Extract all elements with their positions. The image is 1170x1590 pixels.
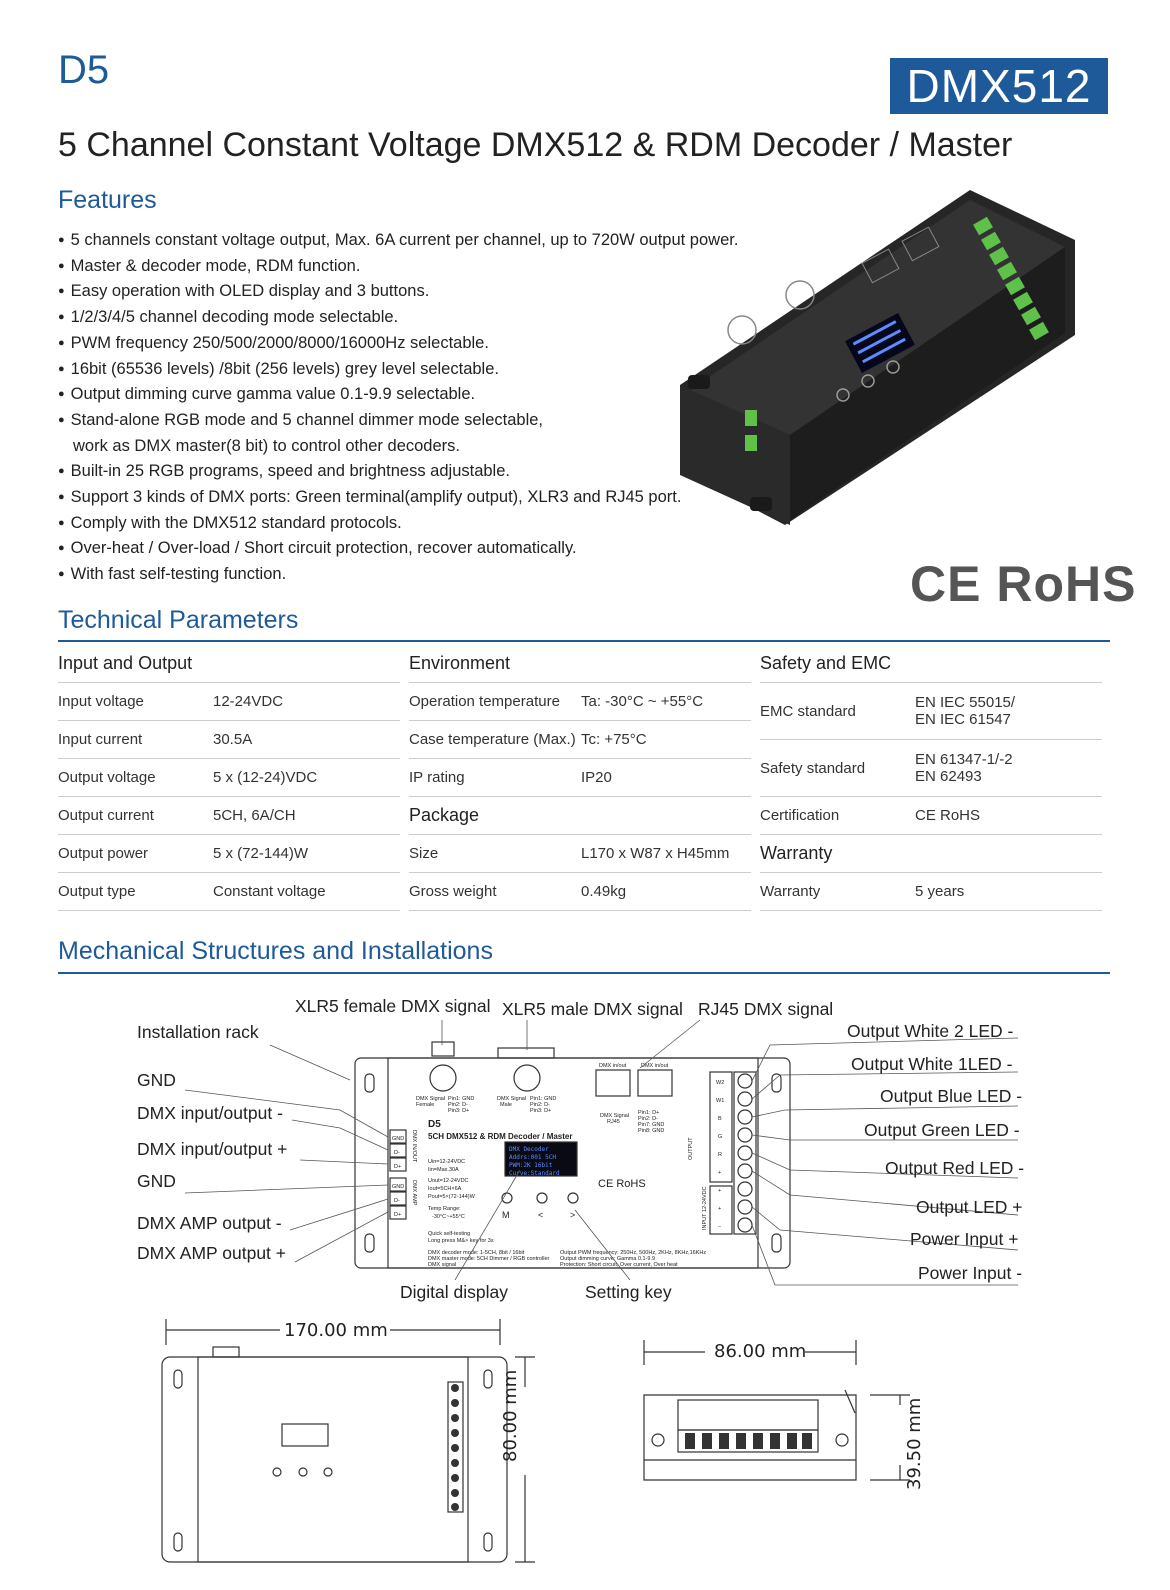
svg-text:INPUT 12-24VDC: INPUT 12-24VDC (702, 1186, 708, 1230)
feature-item: ● Comply with the DMX512 standard protocols. (58, 511, 738, 537)
svg-text:Pin1: GND: Pin1: GND (448, 1096, 475, 1102)
svg-text:W1: W1 (716, 1098, 725, 1104)
svg-text:Uout=12-24VDC: Uout=12-24VDC (428, 1178, 469, 1184)
label-power-minus: Power Input - (918, 1263, 1023, 1283)
device-model-label: D5 (428, 1119, 441, 1130)
feature-item: ● Easy operation with OLED display and 3 buttons. (58, 279, 738, 305)
input-output-heading: Input and Output (58, 652, 400, 683)
dim-width: 80.00 mm (500, 1369, 521, 1462)
svg-text:DMX master mode: 5CH Dimmer /: DMX master mode: 5CH Dimmer / RGB controller (428, 1256, 550, 1262)
svg-text:R: R (718, 1152, 722, 1158)
feature-item: ● 16bit (65536 levels) /8bit (256 levels) grey level selectable. (58, 357, 738, 383)
table-row: Gross weight 0.49kg (409, 873, 751, 911)
svg-text:GND: GND (392, 1184, 405, 1190)
svg-text:Output PWM frequency: 250Hz, 5: Output PWM frequency: 250Hz, 500Hz, 2KHz, 8KHz,16KHz (560, 1250, 707, 1256)
svg-text:DMX Signal: DMX Signal (497, 1096, 527, 1102)
svg-text:GND: GND (392, 1136, 405, 1142)
model-code: D5 (58, 48, 110, 92)
table-row: Output voltage 5 x (12-24)VDC (58, 759, 400, 797)
svg-text:DMX in/out: DMX in/out (599, 1063, 627, 1069)
features-list (58, 228, 738, 588)
svg-text:Quick self-testing: Quick self-testing (428, 1231, 471, 1237)
input-output-table (58, 652, 400, 911)
svg-text:D-: D- (394, 1198, 400, 1204)
svg-text:DMX decoder mode: 1-5CH, 8bit: DMX decoder mode: 1-5CH, 8bit / 16bit (428, 1250, 525, 1256)
device-name-label: 5CH DMX512 & RDM Decoder / Master (428, 1132, 573, 1141)
svg-text:Male: Male (500, 1102, 512, 1108)
table-row: Certification CE RoHS (760, 797, 1102, 835)
svg-text:DMX Signal: DMX Signal (600, 1113, 630, 1119)
svg-text:Long press M&> key for 3s: Long press M&> key for 3s (428, 1238, 494, 1244)
svg-text:-30°C~+55°C: -30°C~+55°C (432, 1214, 465, 1220)
feature-item: ● Over-heat / Over-load / Short circuit protection, recover automatically. (58, 536, 738, 562)
label-rj45: RJ45 DMX signal (698, 999, 834, 1019)
mechanical-heading: Mechanical Structures and Installations (58, 937, 493, 965)
svg-text:+: + (718, 1188, 722, 1194)
feature-item: ● PWM frequency 250/500/2000/8000/16000Hz selectable. (58, 331, 738, 357)
label-gnd: GND (137, 1171, 176, 1191)
table-row: Output power 5 x (72-144)W (58, 835, 400, 873)
svg-text:D+: D+ (394, 1164, 402, 1170)
dim-length: 170.00 mm (284, 1320, 388, 1341)
label-white1: Output White 1LED - (851, 1054, 1013, 1074)
svg-text:Pout=5×(72-144)W: Pout=5×(72-144)W (428, 1194, 475, 1200)
oled-line: Curve:Standard (509, 1170, 560, 1177)
table-row: IP rating IP20 (409, 759, 751, 797)
safety-heading: Safety and EMC (760, 652, 1102, 683)
svg-text:CE RoHS: CE RoHS (598, 1178, 646, 1190)
ce-rohs-mark: CE RoHS (910, 556, 1137, 612)
label-xlr5-female: XLR5 female DMX signal (295, 996, 491, 1016)
svg-text:Pin3: D+: Pin3: D+ (448, 1108, 470, 1114)
svg-text:Temp Range:: Temp Range: (428, 1206, 461, 1212)
oled-line: PWM:2K 16bit (509, 1162, 553, 1169)
feature-item: ● With fast self-testing function. (58, 562, 738, 588)
label-installation-rack: Installation rack (137, 1022, 259, 1042)
label-digital-display: Digital display (400, 1282, 508, 1302)
svg-text:Output dimming curve: Gamma 0.: Output dimming curve: Gamma 0.1-9.9 (560, 1256, 656, 1262)
svg-text:W2: W2 (716, 1080, 725, 1086)
table-row: EMC standard EN IEC 55015/ EN IEC 61547 (760, 683, 1102, 740)
svg-text:Pin2: D-: Pin2: D- (530, 1102, 550, 1108)
svg-text:Pin7: GND: Pin7: GND (638, 1122, 665, 1128)
environment-table (409, 652, 751, 911)
svg-text:G: G (718, 1134, 723, 1140)
label-dmx-minus: DMX input/output - (137, 1103, 283, 1123)
top-view-drawing (150, 1315, 550, 1585)
table-row: Input current 30.5A (58, 721, 400, 759)
feature-item: ● Stand-alone RGB mode and 5 channel dimmer mode selectable, (58, 408, 738, 434)
table-row: Safety standard EN 61347-1/-2 EN 62493 (760, 740, 1102, 797)
svg-text:B: B (718, 1116, 722, 1122)
svg-text:Iout=5CH×6A: Iout=5CH×6A (428, 1186, 462, 1192)
table-row: Size L170 x W87 x H45mm (409, 835, 751, 873)
feature-item-continued: work as DMX master(8 bit) to control other decoders. (73, 436, 460, 455)
svg-text:−: − (718, 1224, 722, 1230)
label-green: Output Green LED - (864, 1120, 1020, 1140)
oled-line: Addrs:001 5CH (509, 1154, 556, 1161)
label-amp-minus: DMX AMP output - (137, 1213, 282, 1233)
product-photo (680, 185, 1100, 530)
oled-line: DMX Decoder (509, 1146, 549, 1153)
svg-text:RJ45: RJ45 (607, 1119, 620, 1125)
svg-text:DMX IN/OUT: DMX IN/OUT (411, 1130, 417, 1163)
feature-item: ● 1/2/3/4/5 channel decoding mode selectable. (58, 305, 738, 331)
svg-text:Pin1: GND: Pin1: GND (530, 1096, 557, 1102)
label-amp-plus: DMX AMP output + (137, 1243, 286, 1263)
table-row: Operation temperature Ta: -30°C ~ +55°C (409, 683, 751, 721)
mechanical-divider (58, 972, 1110, 974)
protocol-badge: DMX512 (890, 58, 1108, 114)
feature-item: ● Master & decoder mode, RDM function. (58, 254, 738, 280)
feature-item: ● Support 3 kinds of DMX ports: Green terminal(amplify output), XLR3 and RJ45 port. (58, 485, 738, 511)
svg-text:Protection: Short circuit, Ove: Protection: Short circuit, Over current, Over heat (560, 1262, 678, 1268)
label-blue: Output Blue LED - (880, 1086, 1023, 1106)
svg-text:<: < (538, 1210, 544, 1220)
table-row: Output current 5CH, 6A/CH (58, 797, 400, 835)
svg-text:DMX in/out: DMX in/out (641, 1063, 669, 1069)
svg-text:Pin2: D-: Pin2: D- (448, 1102, 468, 1108)
feature-item: ● Built-in 25 RGB programs, speed and brightness adjustable. (58, 459, 738, 485)
svg-text:M: M (502, 1210, 510, 1220)
label-xlr5-male: XLR5 male DMX signal (502, 999, 683, 1019)
label-led-plus: Output LED + (916, 1197, 1023, 1217)
table-row: Output type Constant voltage (58, 873, 400, 911)
svg-text:Iin=Max.30A: Iin=Max.30A (428, 1167, 459, 1173)
warranty-heading: Warranty (760, 835, 1102, 873)
svg-text:Pin8: GND: Pin8: GND (638, 1128, 665, 1134)
label-power-plus: Power Input + (910, 1229, 1019, 1249)
dim-side-width: 86.00 mm (714, 1341, 807, 1362)
package-heading: Package (409, 797, 751, 835)
svg-text:DMX signal: DMX signal (428, 1262, 457, 1268)
svg-text:Pin1: D+: Pin1: D+ (638, 1110, 660, 1116)
svg-text:DMX Signal: DMX Signal (416, 1096, 446, 1102)
label-gnd: GND (137, 1070, 176, 1090)
feature-item: ● Output dimming curve gamma value 0.1-9.9 selectable. (58, 382, 738, 408)
label-dmx-plus: DMX input/output + (137, 1139, 288, 1159)
svg-text:DMX AMP: DMX AMP (411, 1180, 417, 1206)
label-white2: Output White 2 LED - (847, 1021, 1014, 1041)
svg-text:Uin=12-24VDC: Uin=12-24VDC (428, 1159, 466, 1165)
label-setting-key: Setting key (585, 1282, 672, 1302)
svg-text:+: + (718, 1206, 722, 1212)
table-row: Input voltage 12-24VDC (58, 683, 400, 721)
features-heading: Features (58, 186, 157, 214)
tech-divider (58, 640, 1110, 642)
svg-text:D+: D+ (394, 1212, 402, 1218)
svg-text:D-: D- (394, 1150, 400, 1156)
label-red: Output Red LED - (885, 1158, 1025, 1178)
svg-text:Pin3: D+: Pin3: D+ (530, 1108, 552, 1114)
svg-text:Pin2: D-: Pin2: D- (638, 1116, 658, 1122)
svg-text:Female: Female (416, 1102, 435, 1108)
table-row: Warranty 5 years (760, 873, 1102, 911)
safety-table (760, 652, 1102, 911)
feature-item: ● 5 channels constant voltage output, Max. 6A current per channel, up to 720W output power. (58, 228, 738, 254)
product-title: 5 Channel Constant Voltage DMX512 & RDM Decoder / Master (58, 126, 1013, 164)
svg-text:>: > (570, 1210, 576, 1220)
environment-heading: Environment (409, 652, 751, 683)
svg-text:OUTPUT: OUTPUT (688, 1137, 694, 1160)
table-row: Case temperature (Max.) Tc: +75°C (409, 721, 751, 759)
dim-height: 39.50 mm (904, 1397, 925, 1490)
svg-text:+: + (718, 1170, 722, 1176)
tech-heading: Technical Parameters (58, 606, 299, 634)
